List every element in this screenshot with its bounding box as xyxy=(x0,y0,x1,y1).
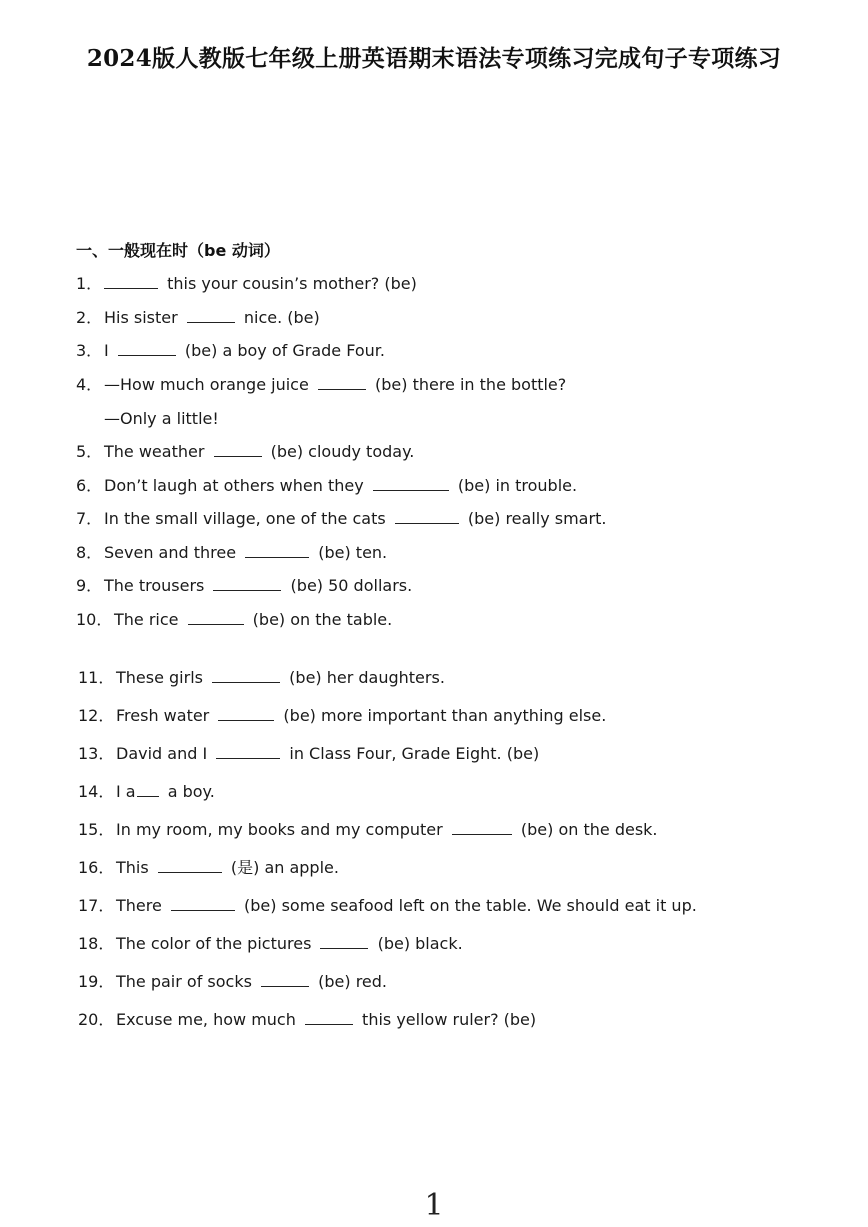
question-number: 9． xyxy=(76,576,103,595)
question-text-after: this your cousin’s mother? (be) xyxy=(162,274,417,293)
question-text-after: nice. (be) xyxy=(238,308,320,327)
question-text-before: David and I xyxy=(116,744,213,763)
answer-blank[interactable] xyxy=(395,509,459,524)
question-text-before: In my room, my books and my computer xyxy=(116,820,448,839)
question-text-before: These girls xyxy=(116,668,209,687)
answer-blank[interactable] xyxy=(213,576,281,591)
answer-blank[interactable] xyxy=(452,820,512,835)
question-text-before: His sister xyxy=(104,308,183,327)
question-number: 8． xyxy=(76,543,103,562)
question-text-after: a boy. xyxy=(162,782,215,801)
question-text-after: (be) 50 dollars. xyxy=(285,576,413,595)
question-text-after: (be) red. xyxy=(313,972,387,991)
question-text-before: Don’t laugh at others when they xyxy=(104,476,369,495)
question-5 xyxy=(76,442,414,462)
question-number: 3． xyxy=(76,341,103,360)
question-number: 19． xyxy=(78,972,115,991)
question-11 xyxy=(78,668,445,688)
question-number: 2． xyxy=(76,308,103,327)
answer-blank[interactable] xyxy=(218,706,274,721)
question-text-before: The color of the pictures xyxy=(116,934,317,953)
question-text-after: (是) an apple. xyxy=(225,858,339,877)
question-19 xyxy=(78,972,387,992)
question-number: 1． xyxy=(76,274,103,293)
question-text-before: This xyxy=(116,858,154,877)
answer-blank[interactable] xyxy=(118,341,176,356)
question-text-after: in Class Four, Grade Eight. (be) xyxy=(284,744,540,763)
question-4 xyxy=(76,375,566,395)
section-heading: 一、一般现在时（be 动词） xyxy=(76,241,280,260)
answer-blank[interactable] xyxy=(261,972,309,987)
answer-blank[interactable] xyxy=(216,744,280,759)
question-number: 18． xyxy=(78,934,115,953)
question-text-before: In the small village, one of the cats xyxy=(104,509,391,528)
question-text-before: Fresh water xyxy=(116,706,215,725)
answer-blank[interactable] xyxy=(318,375,366,390)
question-14 xyxy=(78,782,215,802)
question-13 xyxy=(78,744,539,764)
question-text-before: —Only a little! xyxy=(104,409,219,428)
question-1 xyxy=(76,274,417,294)
question-7 xyxy=(76,509,606,529)
question-8 xyxy=(76,543,387,563)
question-number: 13． xyxy=(78,744,115,763)
question-17 xyxy=(78,896,697,916)
question-16 xyxy=(78,858,339,878)
question-number: 16． xyxy=(78,858,115,877)
answer-blank[interactable] xyxy=(158,858,222,873)
question-text-before: There xyxy=(116,896,167,915)
question-text-before: Excuse me, how much xyxy=(116,1010,301,1029)
question-number: 4． xyxy=(76,375,103,394)
question-6 xyxy=(76,476,577,496)
question-text-before: The rice xyxy=(114,610,184,629)
question-text-after: (be) black. xyxy=(372,934,463,953)
question-text-before: —How much orange juice xyxy=(104,375,314,394)
answer-blank[interactable] xyxy=(212,668,280,683)
question-text-after: (be) on the table. xyxy=(247,610,393,629)
question-text-after: (be) there in the bottle? xyxy=(369,375,567,394)
question-text-before: Seven and three xyxy=(104,543,242,562)
answer-blank[interactable] xyxy=(187,308,235,323)
question-text-after: (be) on the desk. xyxy=(515,820,658,839)
question-number: 14． xyxy=(78,782,115,801)
answer-blank[interactable] xyxy=(245,543,309,558)
question-number: 15． xyxy=(78,820,115,839)
answer-blank[interactable] xyxy=(104,274,158,289)
answer-blank[interactable] xyxy=(137,782,159,797)
question-18 xyxy=(78,934,463,954)
question-9 xyxy=(76,576,412,596)
question-text-before: The pair of socks xyxy=(116,972,258,991)
document-title: 2024版人教版七年级上册英语期末语法专项练习完成句子专项练习 xyxy=(86,45,782,72)
question-number: 6． xyxy=(76,476,103,495)
question-3 xyxy=(76,341,385,361)
question-text-after: (be) in trouble. xyxy=(452,476,578,495)
question-text-after: (be) ten. xyxy=(313,543,388,562)
question-number: 10． xyxy=(76,610,113,629)
answer-blank[interactable] xyxy=(305,1010,353,1025)
question-text-before: The weather xyxy=(104,442,210,461)
question-text-before: I a xyxy=(116,782,136,801)
question-number: 17． xyxy=(78,896,115,915)
page-number: 1 xyxy=(424,1188,444,1223)
question-text-after: this yellow ruler? (be) xyxy=(356,1010,537,1029)
question-2 xyxy=(76,308,320,328)
question-number: 5． xyxy=(76,442,103,461)
question-10 xyxy=(76,610,392,630)
answer-blank[interactable] xyxy=(188,610,244,625)
question-20 xyxy=(78,1010,536,1030)
question-text-after: (be) her daughters. xyxy=(284,668,445,687)
question-text-after: (be) some seafood left on the table. We should eat it up. xyxy=(238,896,697,915)
question-text-after: (be) a boy of Grade Four. xyxy=(179,341,385,360)
question-text-after: (be) really smart. xyxy=(462,509,607,528)
question-text-before: I xyxy=(104,341,114,360)
question-text-after: (be) more important than anything else. xyxy=(278,706,607,725)
question-4-answer-line xyxy=(104,409,219,429)
answer-blank[interactable] xyxy=(214,442,262,457)
answer-blank[interactable] xyxy=(320,934,368,949)
question-number: 20． xyxy=(78,1010,115,1029)
question-number: 11． xyxy=(78,668,115,687)
question-15 xyxy=(78,820,658,840)
question-12 xyxy=(78,706,606,726)
answer-blank[interactable] xyxy=(373,476,449,491)
answer-blank[interactable] xyxy=(171,896,235,911)
question-number: 12． xyxy=(78,706,115,725)
question-text-before: The trousers xyxy=(104,576,210,595)
question-number: 7． xyxy=(76,509,103,528)
question-text-after: (be) cloudy today. xyxy=(265,442,415,461)
